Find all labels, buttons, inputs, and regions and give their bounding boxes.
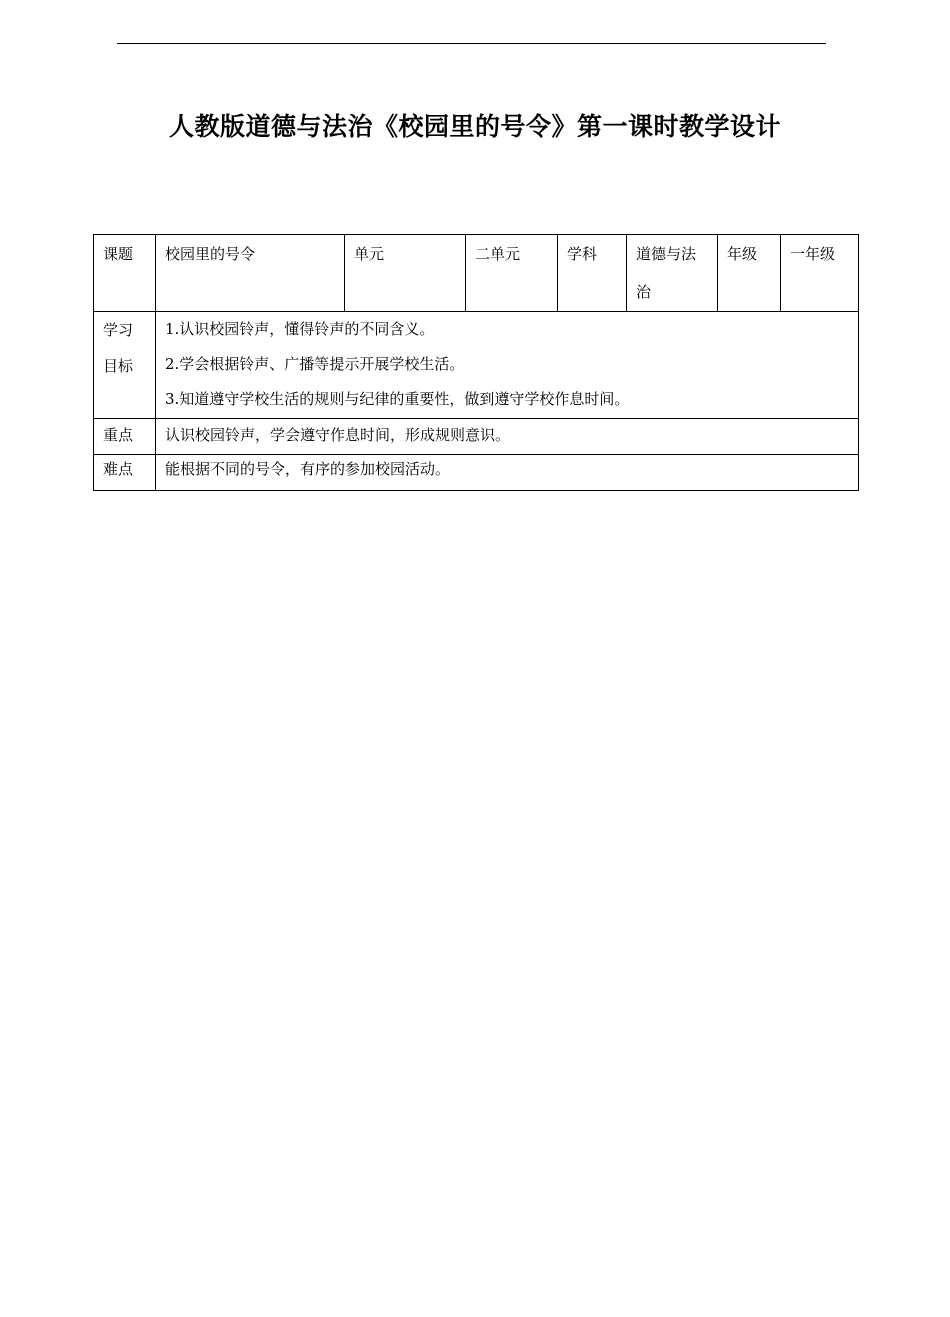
subject-value [627,235,718,312]
goal-item: 1.认识校园铃声，懂得铃声的不同含义。 [165,320,435,338]
grade-label: 年级 [718,235,781,312]
goals-label-line2: 目标 [103,357,134,375]
table-row-difficulty [94,455,859,491]
document-title: 人教版道德与法治《校园里的号令》第一课时教学设计 [168,112,781,141]
goal-item: 3.知道遵守学校生活的规则与纪律的重要性，做到遵守学校作息时间。 [165,390,630,408]
key-value: 认识校园铃声，学会遵守作息时间，形成规则意识。 [156,419,859,455]
table-row-topic [94,235,859,312]
table-row-key-point [94,419,859,455]
topic-label: 课题 [94,235,156,312]
header-rule [117,43,826,44]
goals-label [94,312,156,419]
unit-label: 单元 [345,235,466,312]
grade-value: 一年级 [781,235,859,312]
table-row-goals [94,312,859,419]
goals-list [156,312,859,419]
unit-value: 二单元 [466,235,558,312]
subject-value-line1: 道德与法 [636,245,697,263]
difficulty-value: 能根据不同的号令，有序的参加校园活动。 [156,455,859,491]
goal-item: 2.学会根据铃声、广播等提示开展学校生活。 [165,355,465,373]
goals-label-line1: 学习 [103,321,134,339]
key-label: 重点 [94,419,156,455]
difficulty-label: 难点 [94,455,156,491]
subject-value-line2: 治 [636,283,652,301]
topic-value: 校园里的号令 [156,235,345,312]
lesson-plan-table [93,234,859,491]
subject-label: 学科 [558,235,627,312]
